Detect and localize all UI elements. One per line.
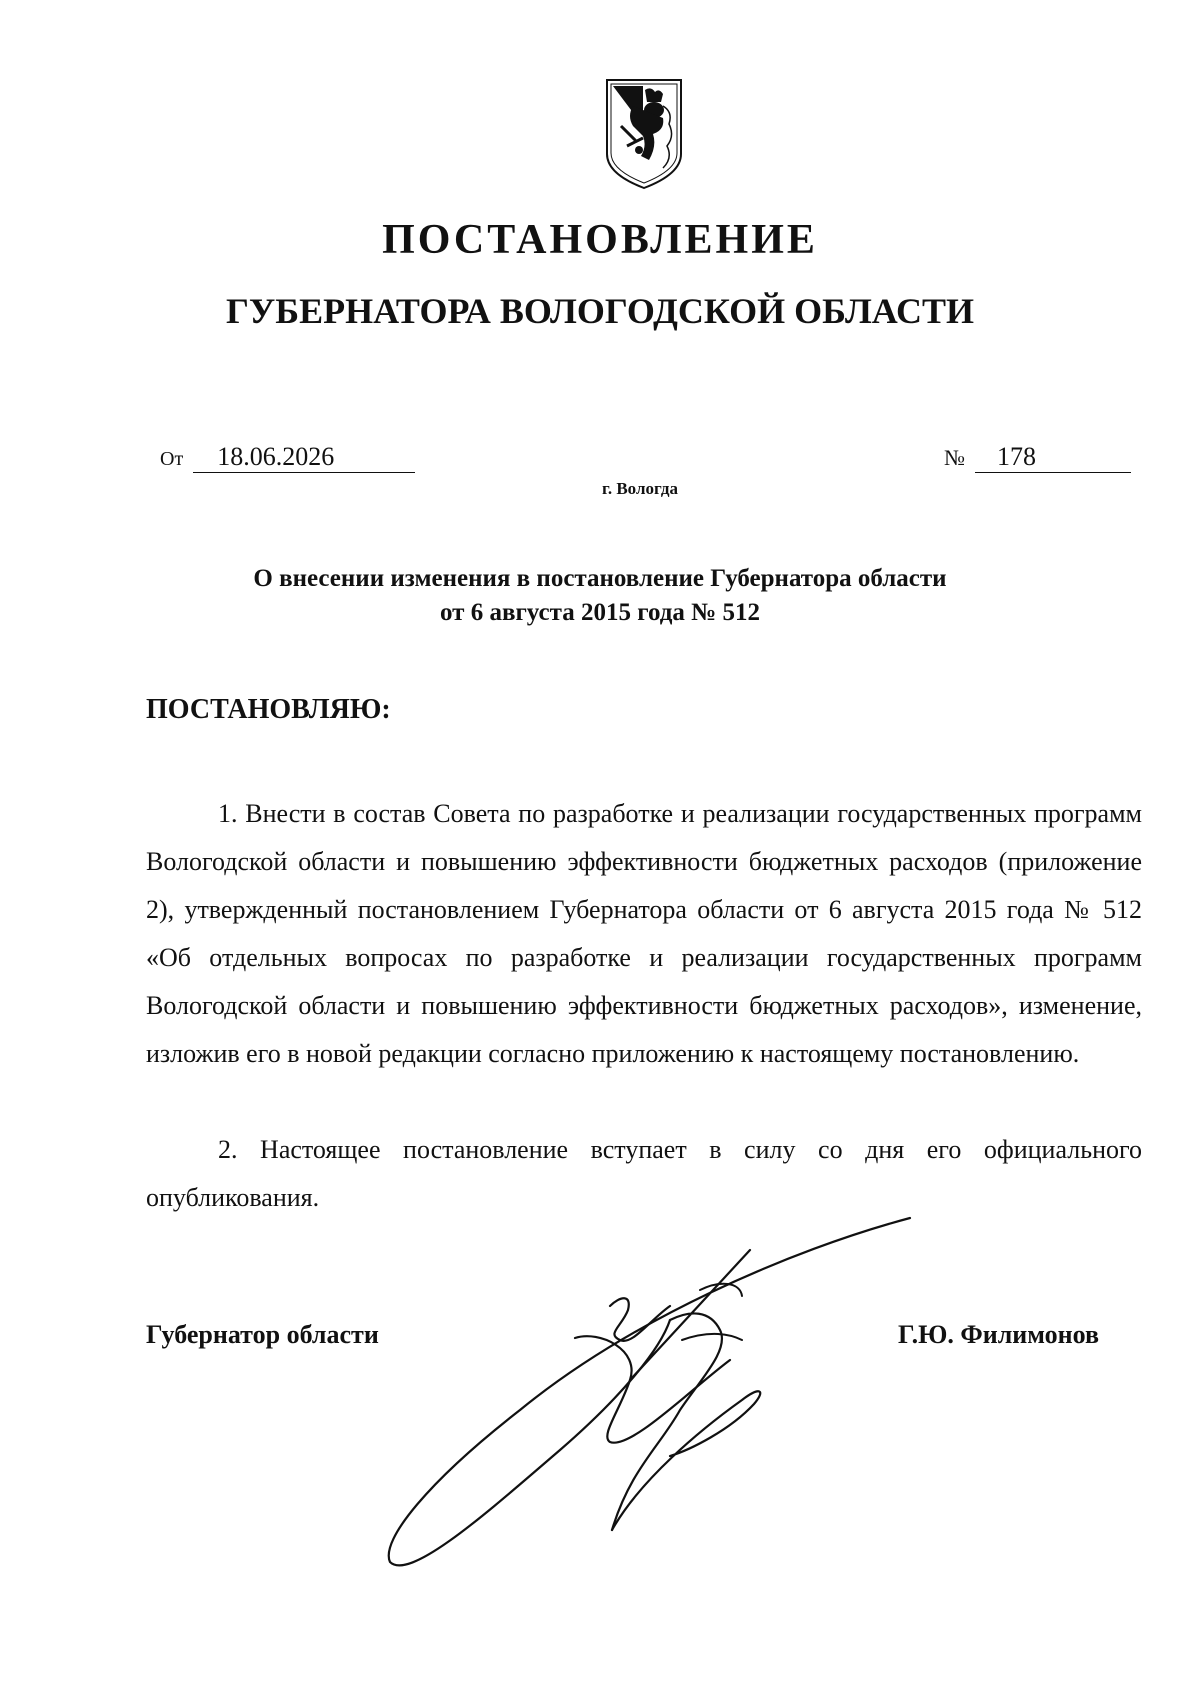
date-prefix: От [160, 448, 184, 470]
coat-of-arms-icon [603, 76, 685, 192]
signatory-position: Губернатор области [146, 1320, 379, 1349]
subject-line-2: от 6 августа 2015 года № 512 [440, 599, 760, 626]
subject-line-1: О внесении изменения в постановление Губернатора области [253, 565, 947, 592]
signatory-name: Г.Ю. Филимонов [898, 1320, 1100, 1349]
document-title: ПОСТАНОВЛЕНИЕ [382, 217, 818, 263]
decree-heading: ПОСТАНОВЛЯЮ: [146, 694, 391, 725]
number-prefix: № [944, 445, 965, 470]
paragraph-2: 2. Настоящее постановление вступает в силу со дня его официального опубликования. [146, 1135, 1142, 1212]
date-value: 18.06.2026 [193, 442, 415, 473]
date-field [160, 442, 415, 474]
document-subject [0, 562, 1200, 630]
paragraph-1: 1. Внести в состав Совета по разработке и реализации государственных программ Вологодской области и повышению эффективности бюджетных расходов (приложение 2), утвержденный постановлением Губернатора области от 6 августа 2015 года № 512 «Об отдельных вопросах по разработке и реализации государственных программ Вологодской области и повышению эффективности бюджетных расходов», изменение, изложив его в новой редакции согласно приложению к настоящему постановлению. [146, 799, 1142, 1068]
document-issuer: ГУБЕРНАТОРА ВОЛОГОДСКОЙ ОБЛАСТИ [225, 291, 975, 331]
number-value: 178 [975, 442, 1131, 473]
number-field [944, 442, 1131, 473]
handwritten-signature [370, 1210, 930, 1570]
city-label: г. Вологда [602, 479, 678, 498]
